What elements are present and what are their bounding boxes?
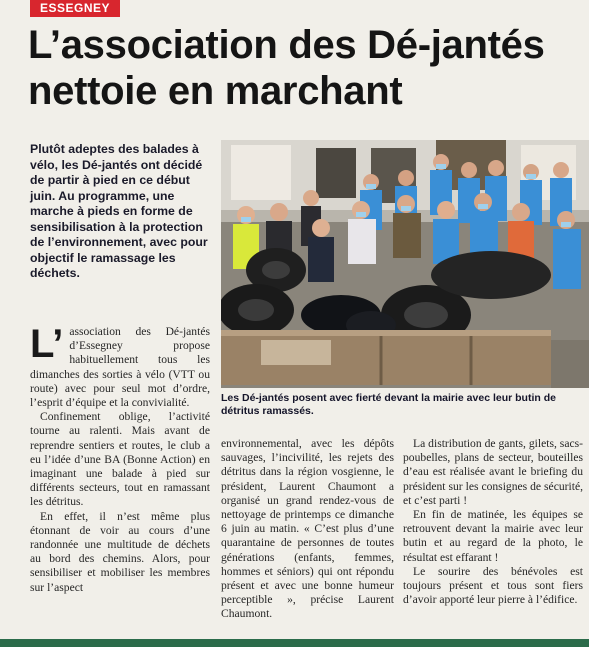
article-column-2 xyxy=(221,437,394,622)
headline: L’association des Dé-jantés nettoie en marchant xyxy=(28,23,545,113)
body-paragraph: Le sourire des bénévoles est toujours présent et tous sont fiers d’avoir apporté leur pierre à l’édifice. xyxy=(403,564,583,607)
lead-paragraph: Plutôt adeptes des balades à vélo, les Dé-jantés ont décidé de partir à pied en ce début juin. Au programme, une marche à pieds en forme de sensibilisation à la protection de l’environnement, avec pour objectif le ramassage les déchets. xyxy=(30,142,208,280)
body-paragraph: Confinement oblige, l’activité tourne au ralenti. Mais avant de reprendre sentiers et routes, le club a eu l’idée d’une BA (Bonne Action) en imaginant une balade à pied sur différents secteurs, tout en ramassant les détritus. xyxy=(30,410,210,509)
article-column-3 xyxy=(403,437,583,607)
body-paragraph: En fin de matinée, les équipes se retrouvent devant la mairie avec leur butin et au regard de la photo, le résultat est effarant ! xyxy=(403,508,583,564)
section-tag: ESSEGNEY xyxy=(30,0,120,17)
body-paragraph: En effet, il n’est même plus étonnant de voir au cours d’une randonnée une multitude de déchets au bord des chemins. Alors, pour sensibiliser et mobiliser les membres sur l’aspect xyxy=(30,509,210,594)
body-paragraph: La distribution de gants, gilets, sacs-poubelles, plans de secteur, bouteilles d’eau est réalisée avant le briefing du président sur les consignes de sécurité, et c’est parti ! xyxy=(403,437,583,507)
article-column-1 xyxy=(30,322,210,595)
group-photo xyxy=(221,140,589,388)
group-photo-illustration xyxy=(221,140,589,388)
photo-caption: Les Dé-jantés posent avec fierté devant la mairie avec leur butin de détritus ramassés. xyxy=(221,392,556,417)
page-footer-bar xyxy=(0,639,589,647)
drop-cap: L’ xyxy=(30,322,64,366)
body-paragraph: environnemental, avec les dépôts sauvages, l’incivilité, les rejets des détritus dans la région vosgienne, le président, Laurent Chaumont a organisé un grand rendez-vous de nettoyage de printemps ce dimanche 6 juin au matin. « C’est plus d’une quarantaine de personnes de toutes générations (enfants, femmes, hommes et séniors) qui ont répondu présent et avec une bonne humeur perceptible », précise Laurent Chaumont. xyxy=(221,437,394,621)
body-paragraph: association des Dé-jantés d’Essegney propose habituellement tous les dimanches des sorties à vélo (VTT ou route) avec pour seul mot d’ordre, l’esprit d’équipe et la convivialité. xyxy=(30,325,210,410)
